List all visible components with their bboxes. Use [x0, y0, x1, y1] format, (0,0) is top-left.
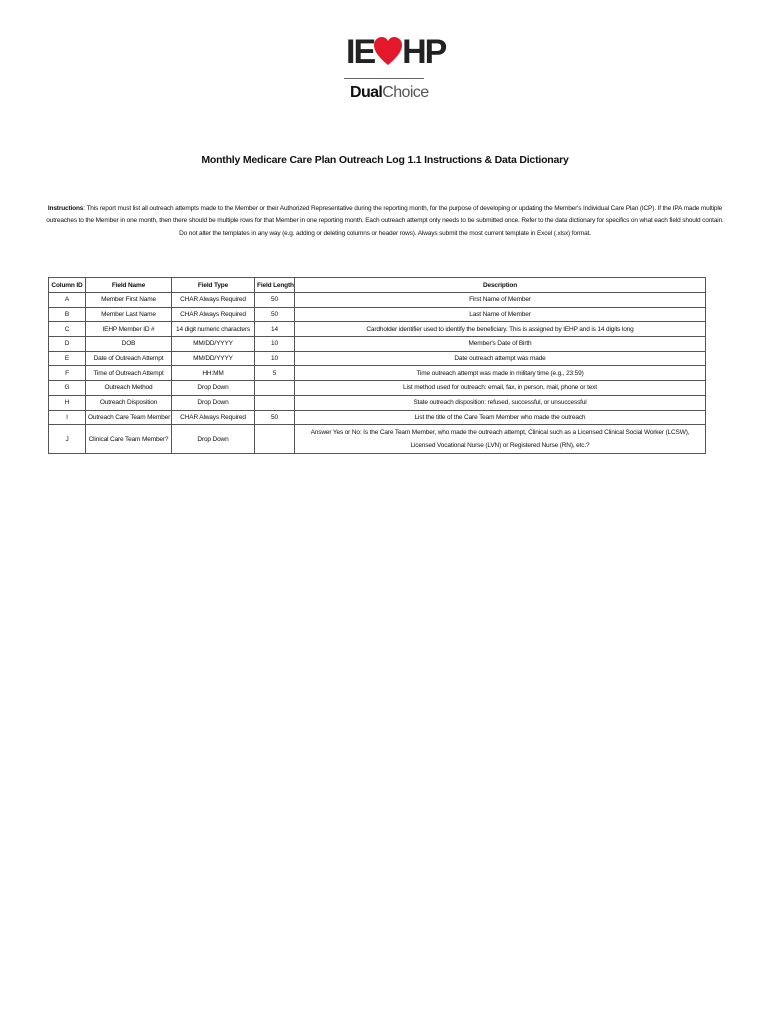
cell-field-name: Member Last Name	[86, 307, 172, 322]
cell-field-length	[255, 381, 295, 396]
logo-sub-dual: Dual	[350, 84, 383, 101]
cell-field-length: 50	[255, 293, 295, 308]
cell-field-length	[255, 425, 295, 454]
table-row	[49, 307, 706, 322]
cell-field-name: Outreach Care Team Member	[86, 410, 172, 425]
data-dictionary-table	[48, 277, 706, 454]
cell-description: First Name of Member	[295, 293, 706, 308]
table-row	[49, 322, 706, 337]
cell-field-name: Date of Outreach Attempt	[86, 351, 172, 366]
header-column-id: Column ID	[49, 278, 86, 293]
cell-field-type: Drop Down	[172, 395, 255, 410]
cell-field-length: 10	[255, 351, 295, 366]
logo-wordmark	[346, 32, 445, 72]
cell-description: Answer Yes or No: Is the Care Team Member, who made the outreach attempt, Clinical such as a Licensed Clinical Social Worker (LCSW), Licensed Vocational Nurse (LVN) or Registered Nurse (RN), etc.?	[295, 425, 706, 454]
cell-description: State outreach disposition: refused, successful, or unsuccessful	[295, 395, 706, 410]
cell-column-id: G	[49, 381, 86, 396]
cell-field-type: Drop Down	[172, 381, 255, 396]
logo-divider	[344, 78, 424, 79]
cell-column-id: I	[49, 410, 86, 425]
cell-field-type: CHAR Always Required	[172, 307, 255, 322]
cell-field-type: CHAR Always Required	[172, 410, 255, 425]
table-header-row	[49, 278, 706, 293]
table-row	[49, 395, 706, 410]
table-row	[49, 366, 706, 381]
header-field-type: Field Type	[172, 278, 255, 293]
cell-field-name: Outreach Disposition	[86, 395, 172, 410]
cell-field-name: Outreach Method	[86, 381, 172, 396]
header-field-length: Field Length	[255, 278, 295, 293]
cell-description: List method used for outreach: email, fax, in person, mail, phone or text	[295, 381, 706, 396]
table-row	[49, 337, 706, 352]
header-field-name: Field Name	[86, 278, 172, 293]
instructions-paragraph	[42, 203, 728, 240]
cell-column-id: B	[49, 307, 86, 322]
logo-subtitle	[350, 84, 429, 102]
cell-column-id: C	[49, 322, 86, 337]
cell-description: Cardholder identifier used to identify the beneficiary. This is assigned by IEHP and is 14 digits long	[295, 322, 706, 337]
cell-column-id: A	[49, 293, 86, 308]
cell-field-type: MM/DD/YYYY	[172, 337, 255, 352]
cell-field-type: Drop Down	[172, 425, 255, 454]
logo-text-left: IE	[346, 32, 375, 71]
logo-text-right: HP	[402, 32, 446, 71]
table-row	[49, 293, 706, 308]
cell-description: Last Name of Member	[295, 307, 706, 322]
iehp-dualchoice-logo	[330, 30, 446, 112]
cell-description: Date outreach attempt was made	[295, 351, 706, 366]
header-description: Description	[295, 278, 706, 293]
cell-field-name: Member First Name	[86, 293, 172, 308]
instructions-label: Instructions	[47, 205, 84, 212]
table-row	[49, 381, 706, 396]
cell-description: Member's Date of Birth	[295, 337, 706, 352]
cell-field-length: 10	[255, 337, 295, 352]
table-row	[49, 351, 706, 366]
logo-sub-choice: Choice	[382, 84, 429, 101]
cell-field-type: MM/DD/YYYY	[172, 351, 255, 366]
cell-field-length: 14	[255, 322, 295, 337]
cell-field-name: IEHP Member ID #	[86, 322, 172, 337]
cell-column-id: J	[49, 425, 86, 454]
table-row	[49, 425, 706, 454]
cell-field-length: 5	[255, 366, 295, 381]
table-row	[49, 410, 706, 425]
cell-column-id: H	[49, 395, 86, 410]
cell-description: List the title of the Care Team Member who made the outreach	[295, 410, 706, 425]
cell-column-id: F	[49, 366, 86, 381]
document-title: Monthly Medicare Care Plan Outreach Log 1.1 Instructions & Data Dictionary	[201, 154, 569, 166]
cell-field-length: 50	[255, 410, 295, 425]
heart-icon	[373, 35, 403, 69]
cell-field-type: HH:MM	[172, 366, 255, 381]
cell-column-id: E	[49, 351, 86, 366]
cell-field-length	[255, 395, 295, 410]
cell-column-id: D	[49, 337, 86, 352]
instructions-text: : This report must list all outreach attempts made to the Member or their Authorized Representative during the reporting month, for the purpose of developing or updating the Member's Individual Care Plan (ICP). If the IPA made multiple outreaches to the Member in one month, then there should be multiple rows for that Member in one reporting month. Each outreach attempt only needs to be submitted once. Refer to the data dictionary for specifics on what each field should contain. Do not alter the templates in any way (e.g. adding or deleting columns or header rows). Always submit the most current template in Excel (.xlsx) format.	[46, 205, 724, 237]
cell-field-type: 14 digit numeric characters	[172, 322, 255, 337]
cell-field-type: CHAR Always Required	[172, 293, 255, 308]
cell-field-length: 50	[255, 307, 295, 322]
cell-description: Time outreach attempt was made in military time (e.g., 23:59)	[295, 366, 706, 381]
cell-field-name: Clinical Care Team Member?	[86, 425, 172, 454]
cell-field-name: Time of Outreach Attempt	[86, 366, 172, 381]
cell-field-name: DOB	[86, 337, 172, 352]
